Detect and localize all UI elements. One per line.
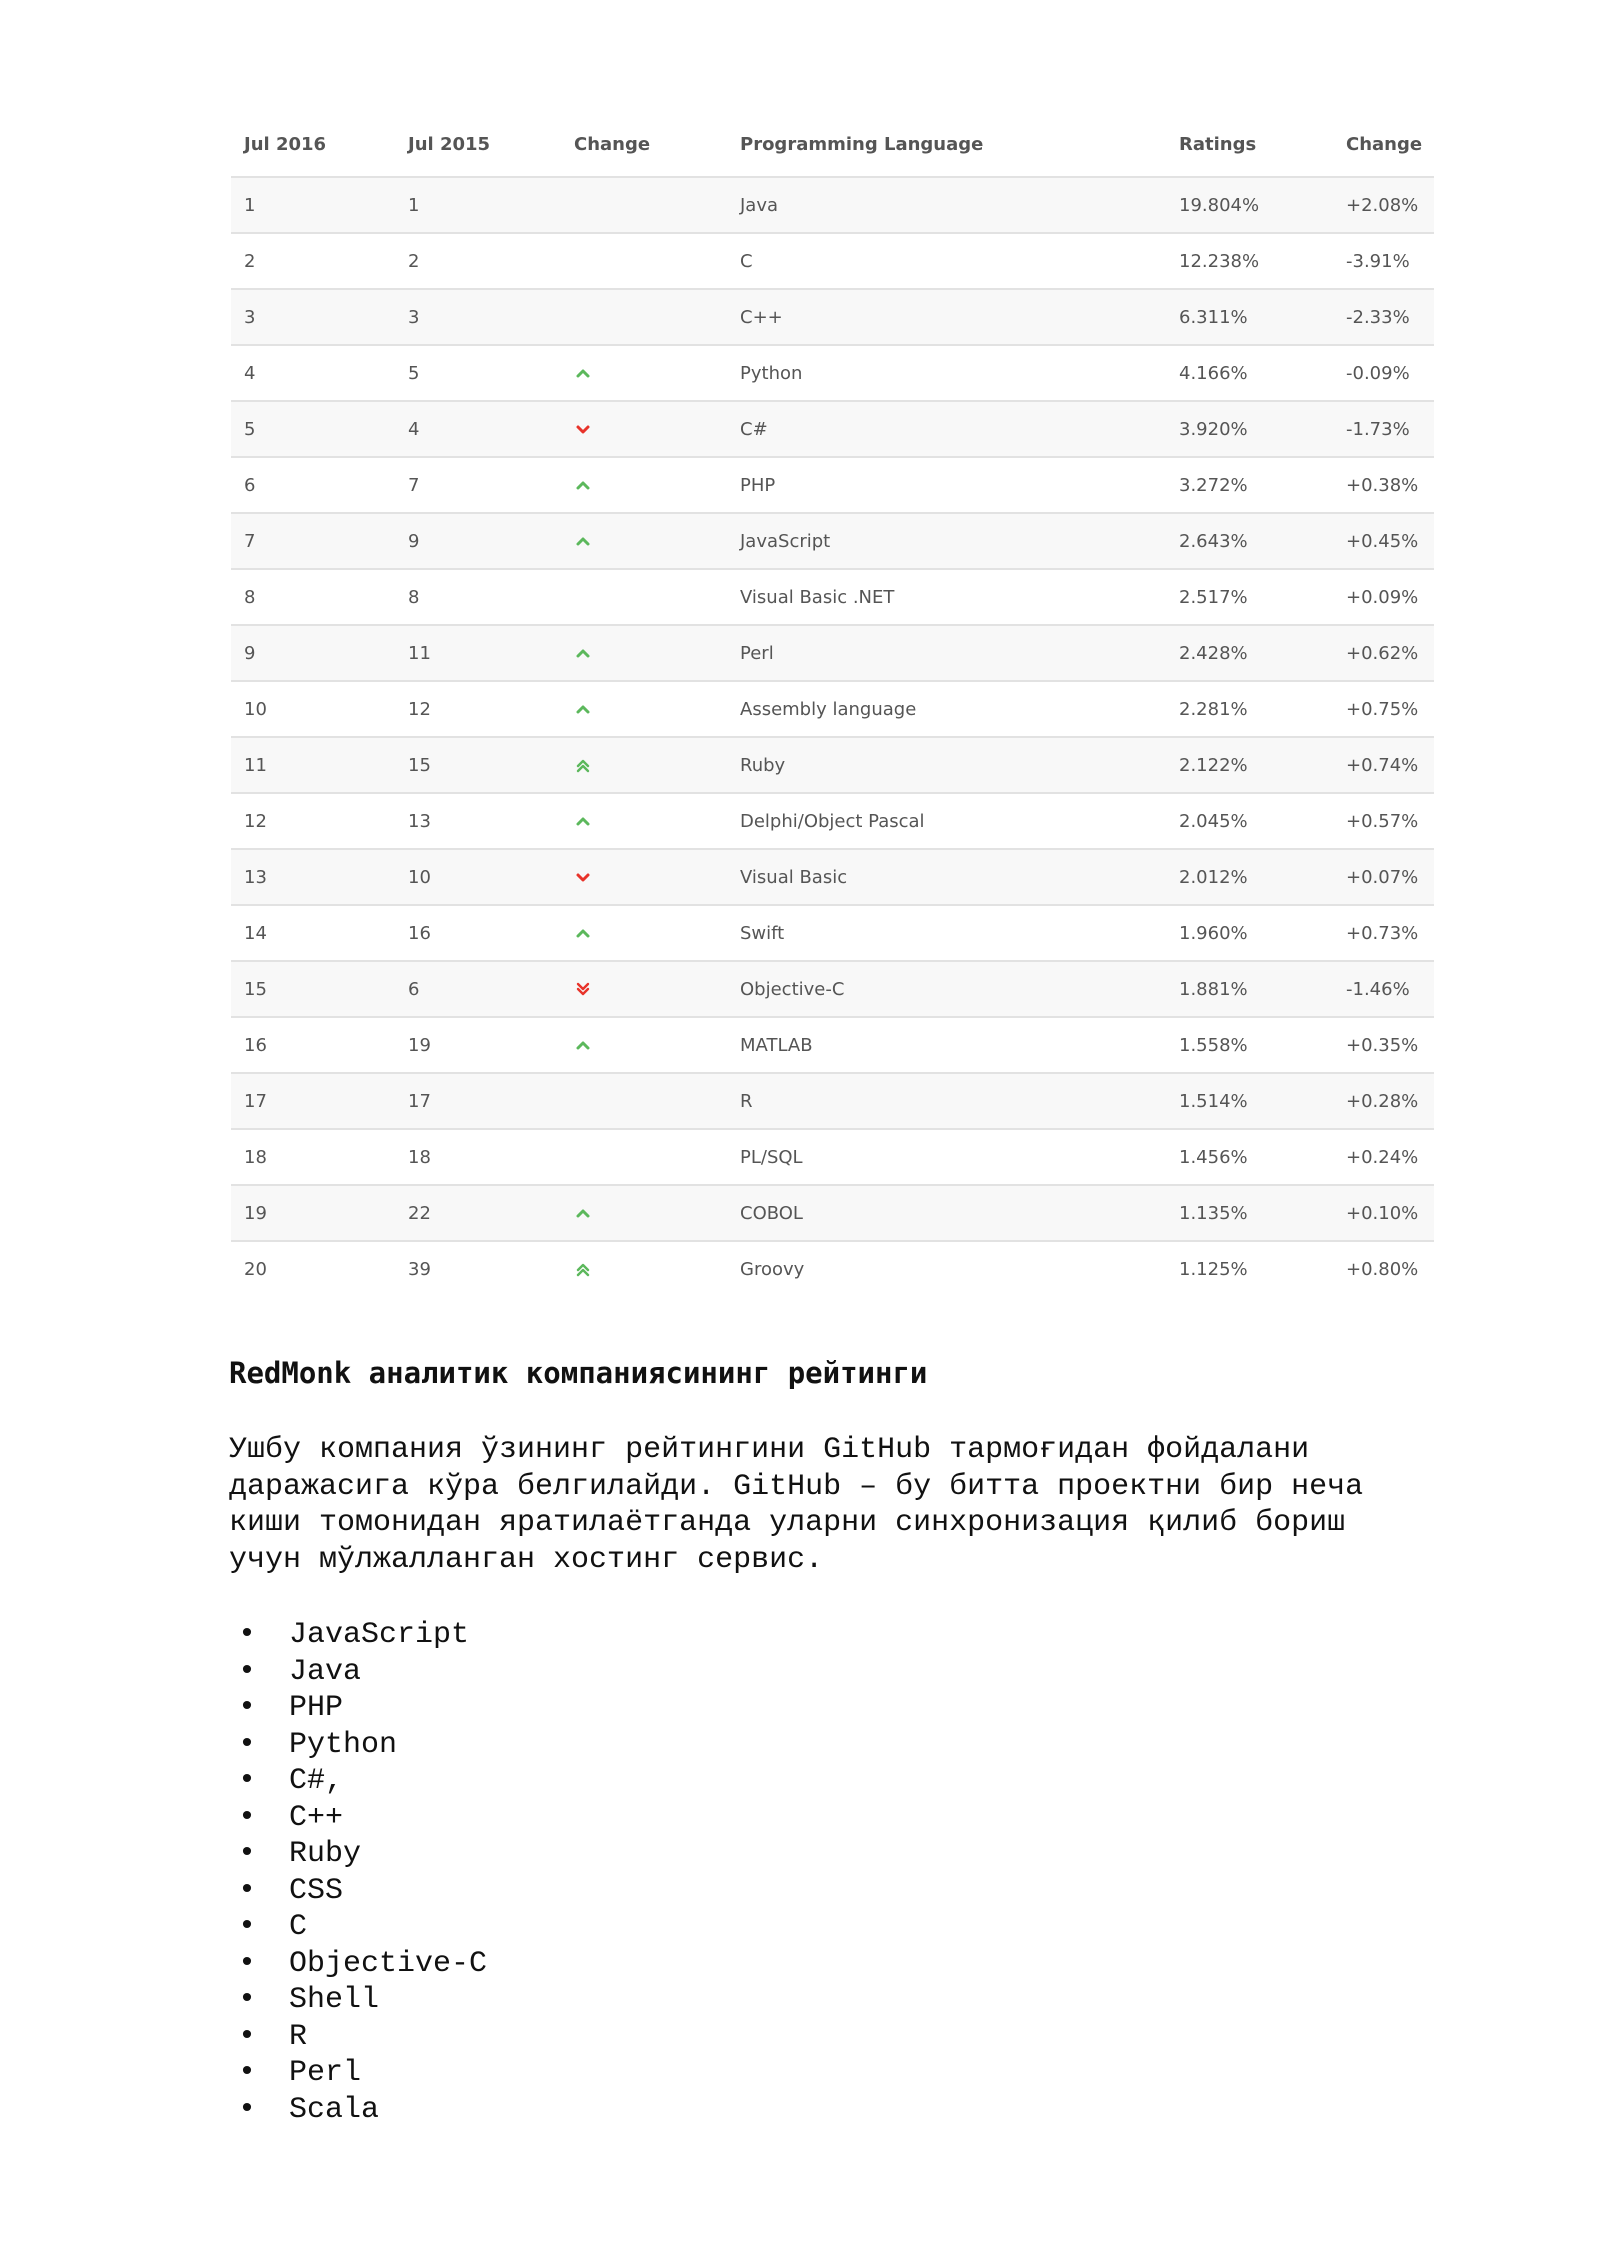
rank-2015-cell: 11 [395,625,561,681]
table-row [231,737,1434,793]
list-item [229,2055,487,2092]
rank-2016-cell: 2 [231,233,395,289]
rating-cell: 2.643% [1166,513,1333,569]
rank-2016-cell: 11 [231,737,395,793]
trend-cell [561,345,727,401]
rank-2016-cell: 1 [231,177,395,233]
rank-2015-cell: 17 [395,1073,561,1129]
change-cell: +0.62% [1333,625,1434,681]
rank-2016-cell: 4 [231,345,395,401]
language-cell: Ruby [727,737,1166,793]
change-cell: +0.73% [1333,905,1434,961]
change-cell: +0.45% [1333,513,1434,569]
bullet-marker: • [238,2092,257,2127]
table-row [231,849,1434,905]
rating-cell: 2.122% [1166,737,1333,793]
change-cell: -1.73% [1333,401,1434,457]
chevron-up-icon [574,924,592,942]
trend-cell [561,681,727,737]
chevron-up-icon [574,812,592,830]
tiobe-ranking-table [231,112,1434,1296]
rating-cell: 1.558% [1166,1017,1333,1073]
list-item [229,1690,487,1727]
rank-2015-cell: 12 [395,681,561,737]
trend-cell [561,177,727,233]
change-cell: -3.91% [1333,233,1434,289]
chevron-up-icon [574,1036,592,1054]
table-row [231,289,1434,345]
rating-cell: 2.517% [1166,569,1333,625]
trend-cell [561,457,727,513]
list-item [229,1836,487,1873]
list-item-label: Objective-C [289,1946,488,1981]
bullet-marker: • [238,1727,257,1762]
chevron-up-icon [574,476,592,494]
bullet-marker: • [238,1654,257,1689]
list-item [229,2092,487,2129]
language-cell: Delphi/Object Pascal [727,793,1166,849]
list-item [229,1946,487,1983]
bullet-marker: • [238,1691,257,1725]
chevron-up-icon [574,364,592,382]
chevron-down-icon [574,868,592,886]
list-item [229,1982,487,2019]
list-item-label: Ruby [289,1837,362,1871]
trend-cell [561,1073,727,1129]
language-cell: JavaScript [727,513,1166,569]
rank-2015-cell: 1 [395,177,561,233]
language-cell: PL/SQL [727,1129,1166,1185]
language-cell: Assembly language [727,681,1166,737]
language-cell: Groovy [727,1241,1166,1296]
table-row [231,625,1434,681]
rank-2016-cell: 17 [231,1073,395,1129]
change-cell: +2.08% [1333,177,1434,233]
rank-2015-cell: 2 [395,233,561,289]
bullet-marker: • [238,1946,257,1981]
bullet-marker: • [238,2056,257,2090]
language-cell: Visual Basic [727,849,1166,905]
language-cell: C++ [727,289,1166,345]
header-change-percent: Change [1346,133,1423,155]
trend-cell [561,961,727,1017]
double-chevron-up-icon [574,1260,592,1278]
list-item-label: Python [289,1727,398,1762]
rating-cell: 4.166% [1166,345,1333,401]
chevron-up-icon [574,700,592,718]
table-row [231,681,1434,737]
rating-cell: 3.920% [1166,401,1333,457]
table-row [231,1017,1434,1073]
bullet-marker: • [238,1983,257,2017]
rank-2016-cell: 3 [231,289,395,345]
change-cell: +0.80% [1333,1241,1434,1296]
language-cell: MATLAB [727,1017,1166,1073]
list-item [229,1800,487,1837]
rank-2015-cell: 4 [395,401,561,457]
table-row [231,1073,1434,1129]
trend-cell [561,1017,727,1073]
change-cell: -1.46% [1333,961,1434,1017]
list-item-label: PHP [289,1691,344,1725]
list-item-label: C [289,1910,308,1944]
trend-cell [561,1241,727,1296]
rank-2015-cell: 16 [395,905,561,961]
table-row [231,569,1434,625]
bullet-marker: • [238,1800,257,1835]
list-item [229,1654,487,1691]
chevron-up-icon [574,1204,592,1222]
language-list [229,1617,487,2128]
rank-2016-cell: 18 [231,1129,395,1185]
language-cell: C# [727,401,1166,457]
list-item [229,1727,487,1764]
rating-cell: 12.238% [1166,233,1333,289]
list-item-label: C#, [289,1764,344,1798]
list-item [229,2019,487,2056]
rating-cell: 3.272% [1166,457,1333,513]
bullet-marker: • [238,1910,257,1944]
rank-2015-cell: 22 [395,1185,561,1241]
rank-2016-cell: 9 [231,625,395,681]
section-heading: RedMonk аналитик компаниясининг рейтинги [229,1356,928,1390]
table-row [231,1185,1434,1241]
rank-2016-cell: 5 [231,401,395,457]
trend-cell [561,1185,727,1241]
change-cell: +0.38% [1333,457,1434,513]
table-row [231,457,1434,513]
table-body [231,177,1434,1296]
rating-cell: 1.125% [1166,1241,1333,1296]
rank-2016-cell: 7 [231,513,395,569]
trend-cell [561,737,727,793]
list-item-label: C++ [289,1800,344,1835]
section-paragraph: Ушбу компания ўзининг рейтингини GitHub тармоғидан фойдалани даражасига кўра белгилайди. GitHub – бу битта проектни бир неча киши томонидан яратилаётганда уларни синхронизация қилиб бориш учун мўлжалланган хостинг сервис. [229,1433,1364,1577]
header-jul-2016: Jul 2016 [244,133,327,155]
rank-2016-cell: 14 [231,905,395,961]
rank-2016-cell: 12 [231,793,395,849]
change-cell: +0.57% [1333,793,1434,849]
rank-2016-cell: 16 [231,1017,395,1073]
header-jul-2015: Jul 2015 [408,133,491,155]
table-row [231,177,1434,233]
rating-cell: 1.456% [1166,1129,1333,1185]
list-item [229,1909,487,1946]
table-row [231,401,1434,457]
bullet-marker: • [238,1618,257,1652]
bullet-marker: • [238,1837,257,1871]
table-row [231,513,1434,569]
rating-cell: 2.045% [1166,793,1333,849]
table-row [231,1241,1434,1296]
rating-cell: 1.135% [1166,1185,1333,1241]
double-chevron-up-icon [574,756,592,774]
rank-2016-cell: 6 [231,457,395,513]
double-chevron-down-icon [574,980,592,998]
rating-cell: 1.514% [1166,1073,1333,1129]
rank-2016-cell: 15 [231,961,395,1017]
table-row [231,905,1434,961]
rank-2015-cell: 9 [395,513,561,569]
trend-cell [561,401,727,457]
language-cell: PHP [727,457,1166,513]
trend-cell [561,1129,727,1185]
list-item-label: Scala [289,2092,380,2127]
list-item-label: JavaScript [289,1618,470,1652]
change-cell: +0.10% [1333,1185,1434,1241]
change-cell: +0.74% [1333,737,1434,793]
rank-2015-cell: 13 [395,793,561,849]
trend-cell [561,513,727,569]
trend-cell [561,569,727,625]
header-programming-language: Programming Language [740,133,984,155]
rank-2016-cell: 20 [231,1241,395,1296]
rank-2015-cell: 39 [395,1241,561,1296]
table-header [231,112,1434,177]
list-item-label: R [289,2019,308,2054]
header-change-arrow: Change [574,133,651,155]
list-item-label: Perl [289,2056,362,2090]
rank-2015-cell: 8 [395,569,561,625]
trend-cell [561,625,727,681]
language-cell: C [727,233,1166,289]
change-cell: +0.09% [1333,569,1434,625]
rating-cell: 2.012% [1166,849,1333,905]
chevron-down-icon [574,420,592,438]
trend-cell [561,233,727,289]
language-cell: COBOL [727,1185,1166,1241]
chevron-up-icon [574,532,592,550]
rank-2016-cell: 19 [231,1185,395,1241]
rank-2015-cell: 3 [395,289,561,345]
list-item [229,1617,487,1654]
rank-2015-cell: 15 [395,737,561,793]
rank-2015-cell: 6 [395,961,561,1017]
list-item-label: Shell [289,1983,380,2017]
change-cell: +0.75% [1333,681,1434,737]
bullet-marker: • [238,2019,257,2054]
rating-cell: 2.281% [1166,681,1333,737]
rank-2015-cell: 19 [395,1017,561,1073]
rank-2015-cell: 7 [395,457,561,513]
rank-2015-cell: 5 [395,345,561,401]
change-cell: +0.07% [1333,849,1434,905]
trend-cell [561,289,727,345]
header-row [231,112,1434,177]
chevron-up-icon [574,644,592,662]
change-cell: -0.09% [1333,345,1434,401]
rating-cell: 1.881% [1166,961,1333,1017]
list-item [229,1873,487,1910]
language-cell: Visual Basic .NET [727,569,1166,625]
rank-2015-cell: 10 [395,849,561,905]
change-cell: +0.28% [1333,1073,1434,1129]
table-row [231,793,1434,849]
table-row [231,345,1434,401]
header-ratings: Ratings [1179,133,1257,155]
rating-cell: 6.311% [1166,289,1333,345]
bullet-marker: • [238,1873,257,1908]
table-row [231,233,1434,289]
language-cell: R [727,1073,1166,1129]
change-cell: -2.33% [1333,289,1434,345]
rank-2016-cell: 8 [231,569,395,625]
rating-cell: 2.428% [1166,625,1333,681]
rank-2016-cell: 10 [231,681,395,737]
trend-cell [561,793,727,849]
language-cell: Objective-C [727,961,1166,1017]
language-cell: Java [727,177,1166,233]
rating-cell: 1.960% [1166,905,1333,961]
language-cell: Swift [727,905,1166,961]
bullet-marker: • [238,1764,257,1798]
list-item [229,1763,487,1800]
language-cell: Perl [727,625,1166,681]
rank-2016-cell: 13 [231,849,395,905]
rating-cell: 19.804% [1166,177,1333,233]
change-cell: +0.24% [1333,1129,1434,1185]
rank-2015-cell: 18 [395,1129,561,1185]
trend-cell [561,905,727,961]
trend-cell [561,849,727,905]
table-row [231,961,1434,1017]
list-item-label: Java [289,1654,362,1689]
table-row [231,1129,1434,1185]
list-item-label: CSS [289,1873,344,1908]
language-cell: Python [727,345,1166,401]
change-cell: +0.35% [1333,1017,1434,1073]
